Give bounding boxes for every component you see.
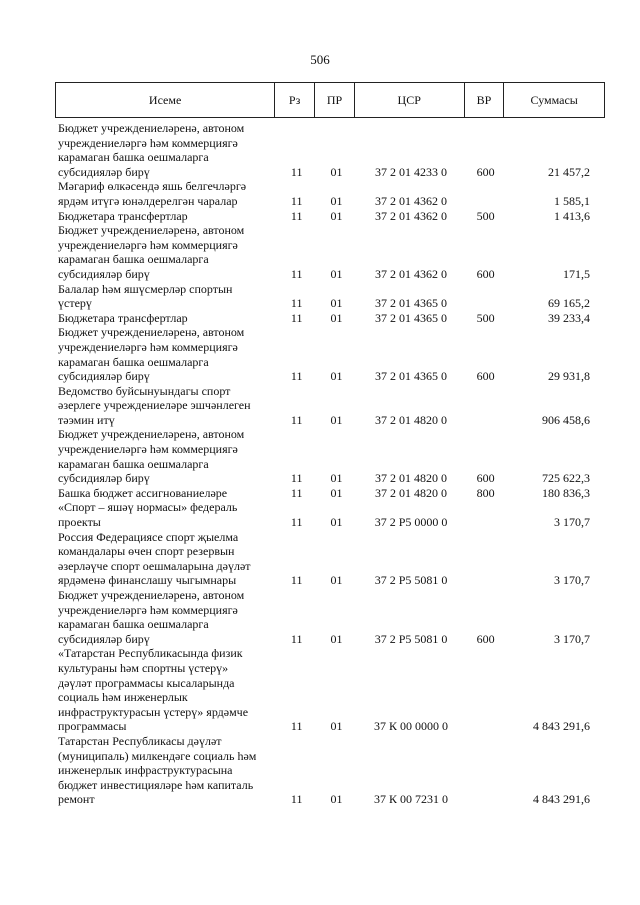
header-rz: Рз — [275, 83, 315, 117]
row-rz: 11 — [290, 792, 303, 807]
row-csr: 37 2 P5 5081 0 — [374, 631, 448, 646]
row-csr: 37 2 01 4362 0 — [375, 266, 448, 281]
row-name-line: әзерлеге учреждениеләре эшчәнлеген — [58, 398, 251, 413]
row-pr: 01 — [330, 792, 343, 807]
row-name-line: бюджет инвестицияләре һәм капиталь — [58, 777, 254, 792]
row-name — [58, 427, 274, 485]
row-csr: 37 2 01 4362 0 — [375, 193, 448, 208]
row-name-line: учреждениеләргә һәм коммерциягә — [58, 135, 238, 150]
row-rz: 11 — [290, 471, 303, 486]
row-name-line: субсидияләр бирү — [58, 471, 150, 486]
row-pr: 01 — [330, 412, 343, 427]
row-rz: 11 — [290, 193, 303, 208]
row-name-line: командалары өчен спорт резервын — [58, 544, 235, 559]
row-pr: 01 — [330, 208, 343, 223]
row-sum: 3 170,7 — [554, 515, 591, 530]
row-pr: 01 — [330, 573, 343, 588]
row-rz: 11 — [290, 485, 303, 500]
row-name-line: карамаган башка оешмаларга — [58, 150, 209, 165]
row-rz: 11 — [290, 310, 303, 325]
table-row — [58, 384, 590, 428]
row-sum: 180 836,3 — [542, 485, 591, 500]
header-vr: ВР — [465, 83, 505, 117]
row-sum: 69 165,2 — [548, 296, 591, 311]
row-name-line: Татарстан Республикасы дәүләт — [58, 733, 222, 748]
row-pr: 01 — [330, 485, 343, 500]
row-name-line: «Татарстан Республикасында физик — [58, 646, 243, 661]
row-vr: 500 — [476, 208, 495, 223]
row-name-line: Бюджет учреждениеләренә, автоном — [58, 427, 245, 442]
row-name — [58, 311, 274, 326]
row-name-line: социаль һәм инженерлык — [58, 690, 188, 705]
table-body — [58, 121, 590, 807]
row-name — [58, 179, 274, 208]
table-row — [58, 311, 590, 326]
row-sum: 4 843 291,6 — [533, 719, 591, 734]
row-csr: 37 2 01 4233 0 — [375, 164, 448, 179]
row-name-line: «Спорт – яшәү нормасы» федераль — [58, 500, 238, 515]
header-sum: Суммасы — [530, 92, 578, 107]
row-name-line: үстерү — [58, 296, 92, 311]
row-name — [58, 325, 274, 383]
table-header — [55, 82, 605, 118]
row-vr: 600 — [476, 164, 495, 179]
row-csr: 37 2 01 4365 0 — [375, 310, 448, 325]
row-name-line: Бюджет учреждениеләренә, автоном — [58, 325, 245, 340]
row-vr: 600 — [476, 631, 495, 646]
row-sum: 29 931,8 — [548, 369, 591, 384]
header-name: Исеме — [56, 83, 275, 117]
row-rz: 11 — [290, 412, 303, 427]
row-name-line: Балалар һәм яшүсмерләр спортын — [58, 281, 233, 296]
row-vr: 600 — [476, 369, 495, 384]
row-name — [58, 588, 274, 646]
row-sum: 1 413,6 — [554, 208, 591, 223]
row-pr: 01 — [330, 631, 343, 646]
row-name-line: Бюджет учреждениеләренә, автоном — [58, 121, 245, 135]
row-sum: 171,5 — [563, 266, 591, 281]
row-pr: 01 — [330, 266, 343, 281]
row-pr: 01 — [330, 193, 343, 208]
row-name — [58, 223, 274, 281]
row-name-line: дәүләт программасы кысаларында — [58, 675, 235, 690]
row-name-line: культураны һәм спортны үстерү» — [58, 660, 229, 675]
row-rz: 11 — [290, 164, 303, 179]
page-number: 506 — [310, 52, 330, 67]
row-name-line: инфраструктурасын үстерү» ярдәмче — [58, 704, 249, 719]
row-name-line: программасы — [58, 719, 127, 734]
row-rz: 11 — [290, 719, 303, 734]
row-pr: 01 — [330, 471, 343, 486]
row-csr: 37 2 01 4820 0 — [375, 485, 448, 500]
row-sum: 1 585,1 — [554, 193, 591, 208]
header-pr: ПР — [315, 83, 355, 117]
row-name-line: Башка бюджет ассигнованиеләре — [58, 485, 228, 500]
row-name — [58, 646, 274, 734]
row-name-line: карамаган башка оешмаларга — [58, 252, 209, 267]
row-sum: 39 233,4 — [548, 310, 591, 325]
row-name — [58, 209, 274, 224]
row-vr: 600 — [476, 266, 495, 281]
row-name-line: Мәгариф өлкәсендә яшь белгечләргә — [58, 179, 247, 194]
row-name — [58, 500, 274, 529]
row-rz: 11 — [290, 208, 303, 223]
row-rz: 11 — [290, 296, 303, 311]
row-name-line: ремонт — [58, 792, 95, 807]
table-row — [58, 325, 590, 383]
row-sum: 21 457,2 — [548, 164, 591, 179]
row-csr: 37 2 01 4820 0 — [375, 471, 448, 486]
row-csr: 37 К 00 7231 0 — [374, 792, 449, 807]
row-name-line: карамаган башка оешмаларга — [58, 456, 209, 471]
row-sum: 3 170,7 — [554, 573, 591, 588]
row-sum: 3 170,7 — [554, 631, 591, 646]
row-name — [58, 384, 274, 428]
row-name-line: Ведомство буйсынуындагы спорт — [58, 383, 231, 398]
table-row — [58, 223, 590, 281]
row-csr: 37 К 00 0000 0 — [374, 719, 449, 734]
row-csr: 37 2 01 4362 0 — [375, 208, 448, 223]
row-vr: 500 — [476, 310, 495, 325]
row-name-line: учреждениеләргә һәм коммерциягә — [58, 602, 238, 617]
row-name-line: субсидияләр бирү — [58, 369, 150, 384]
row-name-line: карамаган башка оешмаларга — [58, 617, 209, 632]
row-name — [58, 121, 274, 179]
row-vr: 800 — [476, 485, 495, 500]
row-name-line: Бюджетара трансфертлар — [58, 310, 188, 325]
table-row — [58, 530, 590, 588]
table-row — [58, 734, 590, 807]
table-row — [58, 588, 590, 646]
row-name-line: субсидияләр бирү — [58, 266, 150, 281]
row-csr: 37 2 P5 5081 0 — [374, 573, 448, 588]
row-csr: 37 2 01 4365 0 — [375, 296, 448, 311]
row-name-line: ярдәменә финанслашу чыгымнары — [58, 573, 237, 588]
header-csr: ЦСР — [355, 83, 465, 117]
row-name-line: Бюджет учреждениеләренә, автоном — [58, 588, 245, 602]
table-row — [58, 179, 590, 208]
row-vr: 600 — [476, 471, 495, 486]
row-name-line: учреждениеләргә һәм коммерциягә — [58, 339, 238, 354]
row-name — [58, 282, 274, 311]
row-csr: 37 2 01 4820 0 — [375, 412, 448, 427]
row-sum: 725 622,3 — [542, 471, 591, 486]
table-row — [58, 500, 590, 529]
row-name-line: Россия Федерациясе спорт җыелма — [58, 529, 239, 544]
row-name-line: (муниципаль) милкендәге социаль һәм — [58, 748, 257, 763]
row-sum: 906 458,6 — [542, 412, 591, 427]
row-name-line: субсидияләр бирү — [58, 631, 150, 646]
row-rz: 11 — [290, 515, 303, 530]
row-name-line: учреждениеләргә һәм коммерциягә — [58, 237, 238, 252]
row-name-line: субсидияләр бирү — [58, 164, 150, 179]
row-name-line: ярдәм итүгә юнәлдерелгән чаралар — [58, 193, 238, 208]
table-row — [58, 282, 590, 311]
row-name — [58, 486, 274, 501]
row-rz: 11 — [290, 369, 303, 384]
row-pr: 01 — [330, 719, 343, 734]
row-name — [58, 530, 274, 588]
table-row — [58, 486, 590, 501]
table-row — [58, 121, 590, 179]
row-csr: 37 2 01 4365 0 — [375, 369, 448, 384]
row-name — [58, 734, 274, 807]
row-rz: 11 — [290, 266, 303, 281]
row-name-line: Бюджет учреждениеләренә, автоном — [58, 223, 245, 238]
row-pr: 01 — [330, 310, 343, 325]
row-pr: 01 — [330, 296, 343, 311]
table-row — [58, 427, 590, 485]
table-row — [58, 209, 590, 224]
row-name-line: Бюджетара трансфертлар — [58, 208, 188, 223]
row-sum: 4 843 291,6 — [533, 792, 591, 807]
row-rz: 11 — [290, 631, 303, 646]
row-name-line: учреждениеләргә һәм коммерциягә — [58, 442, 238, 457]
row-name-line: әзерләүче спорт оешмаларына дәүләт — [58, 558, 251, 573]
row-pr: 01 — [330, 369, 343, 384]
row-name-line: карамаган башка оешмаларга — [58, 354, 209, 369]
row-name-line: инженерлык инфраструктурасына — [58, 763, 233, 778]
row-name-line: тәэмин итү — [58, 412, 115, 427]
row-pr: 01 — [330, 164, 343, 179]
row-pr: 01 — [330, 515, 343, 530]
table-row — [58, 646, 590, 734]
row-name-line: проекты — [58, 515, 101, 530]
row-rz: 11 — [290, 573, 303, 588]
row-csr: 37 2 P5 0000 0 — [374, 515, 448, 530]
